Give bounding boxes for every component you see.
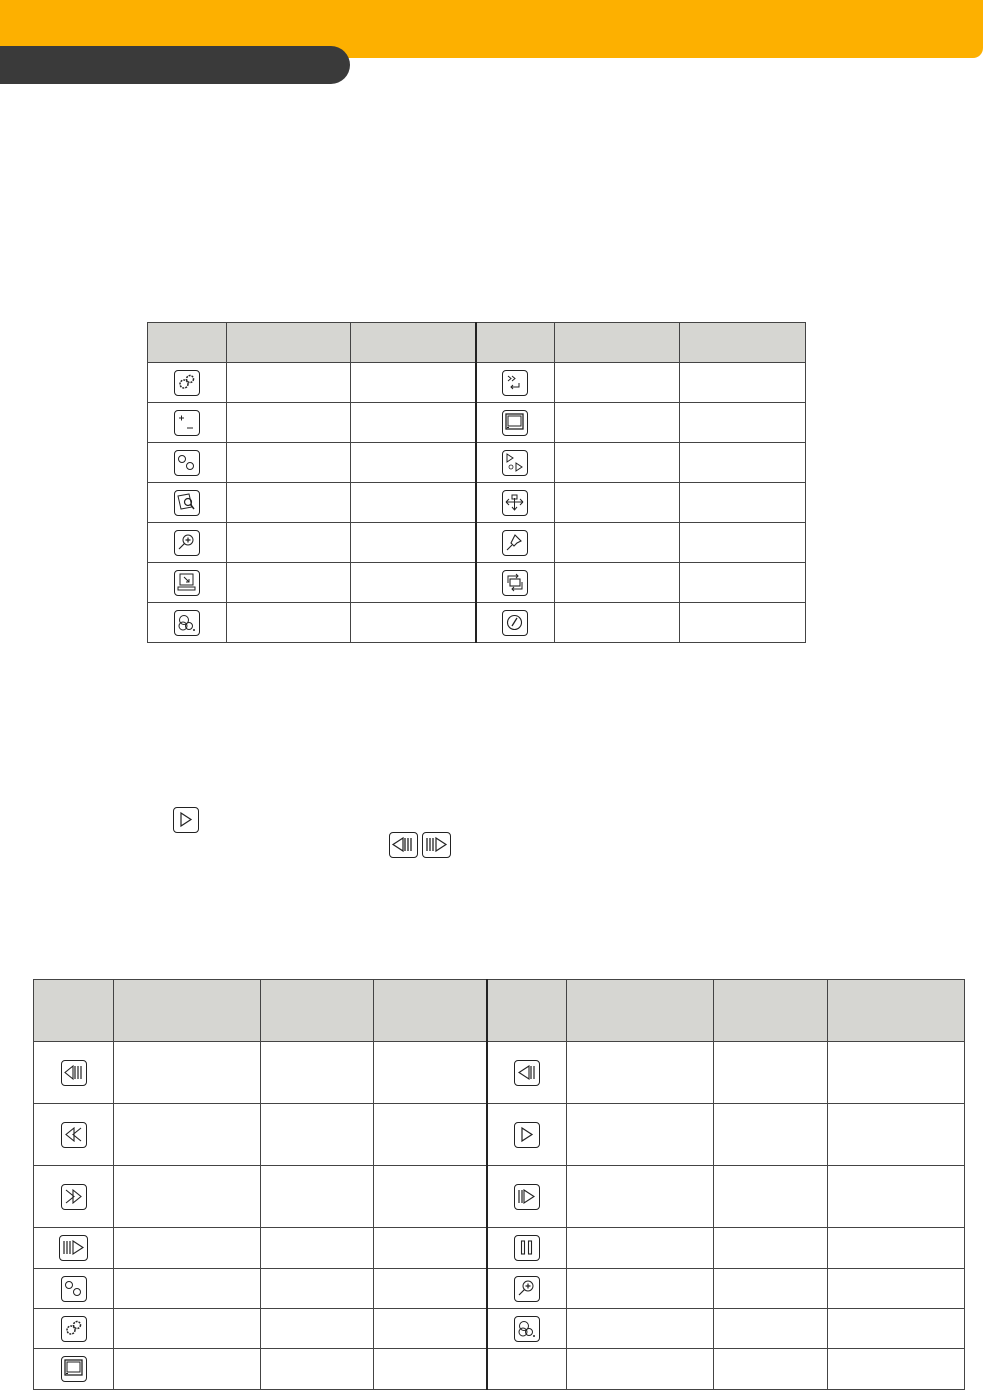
play-icon [514, 1122, 540, 1148]
step-forward-frame-icon [514, 1184, 540, 1210]
monitor-icon [502, 410, 528, 436]
table-row [148, 483, 806, 523]
table-row [34, 1269, 965, 1309]
photo-search-icon [174, 490, 200, 516]
fast-forward-icon [61, 1184, 87, 1210]
table-row [34, 1166, 965, 1228]
pin-icon [502, 530, 528, 556]
table-row [148, 363, 806, 403]
settings-gears-icon [61, 1316, 87, 1342]
blob-circles-icon [174, 610, 200, 636]
step-reverse-icon [514, 1060, 540, 1086]
fast-reverse-icon [61, 1060, 87, 1086]
circles-icon [61, 1276, 87, 1302]
play-icon [173, 807, 199, 833]
table-header-row [34, 980, 965, 1042]
gauge-icon [502, 610, 528, 636]
header-cell [227, 323, 351, 363]
window-cycle-icon [502, 570, 528, 596]
rewind-icon [61, 1122, 87, 1148]
header-cell [555, 323, 680, 363]
toolbar-icons-table [147, 322, 806, 643]
zoom-in-icon [174, 530, 200, 556]
export-screen-icon [174, 570, 200, 596]
plus-minus-icon [174, 410, 200, 436]
pause-icon [514, 1235, 540, 1261]
table-header-row [148, 323, 806, 363]
table-row [34, 1104, 965, 1166]
settings-gears-icon [174, 370, 200, 396]
header-cell [476, 323, 555, 363]
step-forward-icon [422, 832, 451, 858]
table-row [148, 403, 806, 443]
circles-icon [174, 450, 200, 476]
fast-forward-enter-icon [502, 370, 528, 396]
move-arrows-icon [502, 490, 528, 516]
zoom-in-icon [514, 1276, 540, 1302]
table-row [34, 1042, 965, 1104]
table-row [34, 1309, 965, 1349]
table-row [148, 523, 806, 563]
blob-circles-icon [514, 1316, 540, 1342]
header-tab [0, 46, 350, 84]
table-row [148, 563, 806, 603]
step-back-icon [389, 832, 418, 858]
play-quick-play-icon [502, 450, 528, 476]
header-cell [148, 323, 227, 363]
monitor-icon [61, 1356, 87, 1382]
table-row [34, 1349, 965, 1390]
header-cell [351, 323, 476, 363]
header-cell [680, 323, 806, 363]
table-row [148, 603, 806, 643]
table-row [34, 1228, 965, 1269]
playback-icons-table [33, 979, 965, 1390]
fast-play-icon [59, 1235, 88, 1261]
table-row [148, 443, 806, 483]
